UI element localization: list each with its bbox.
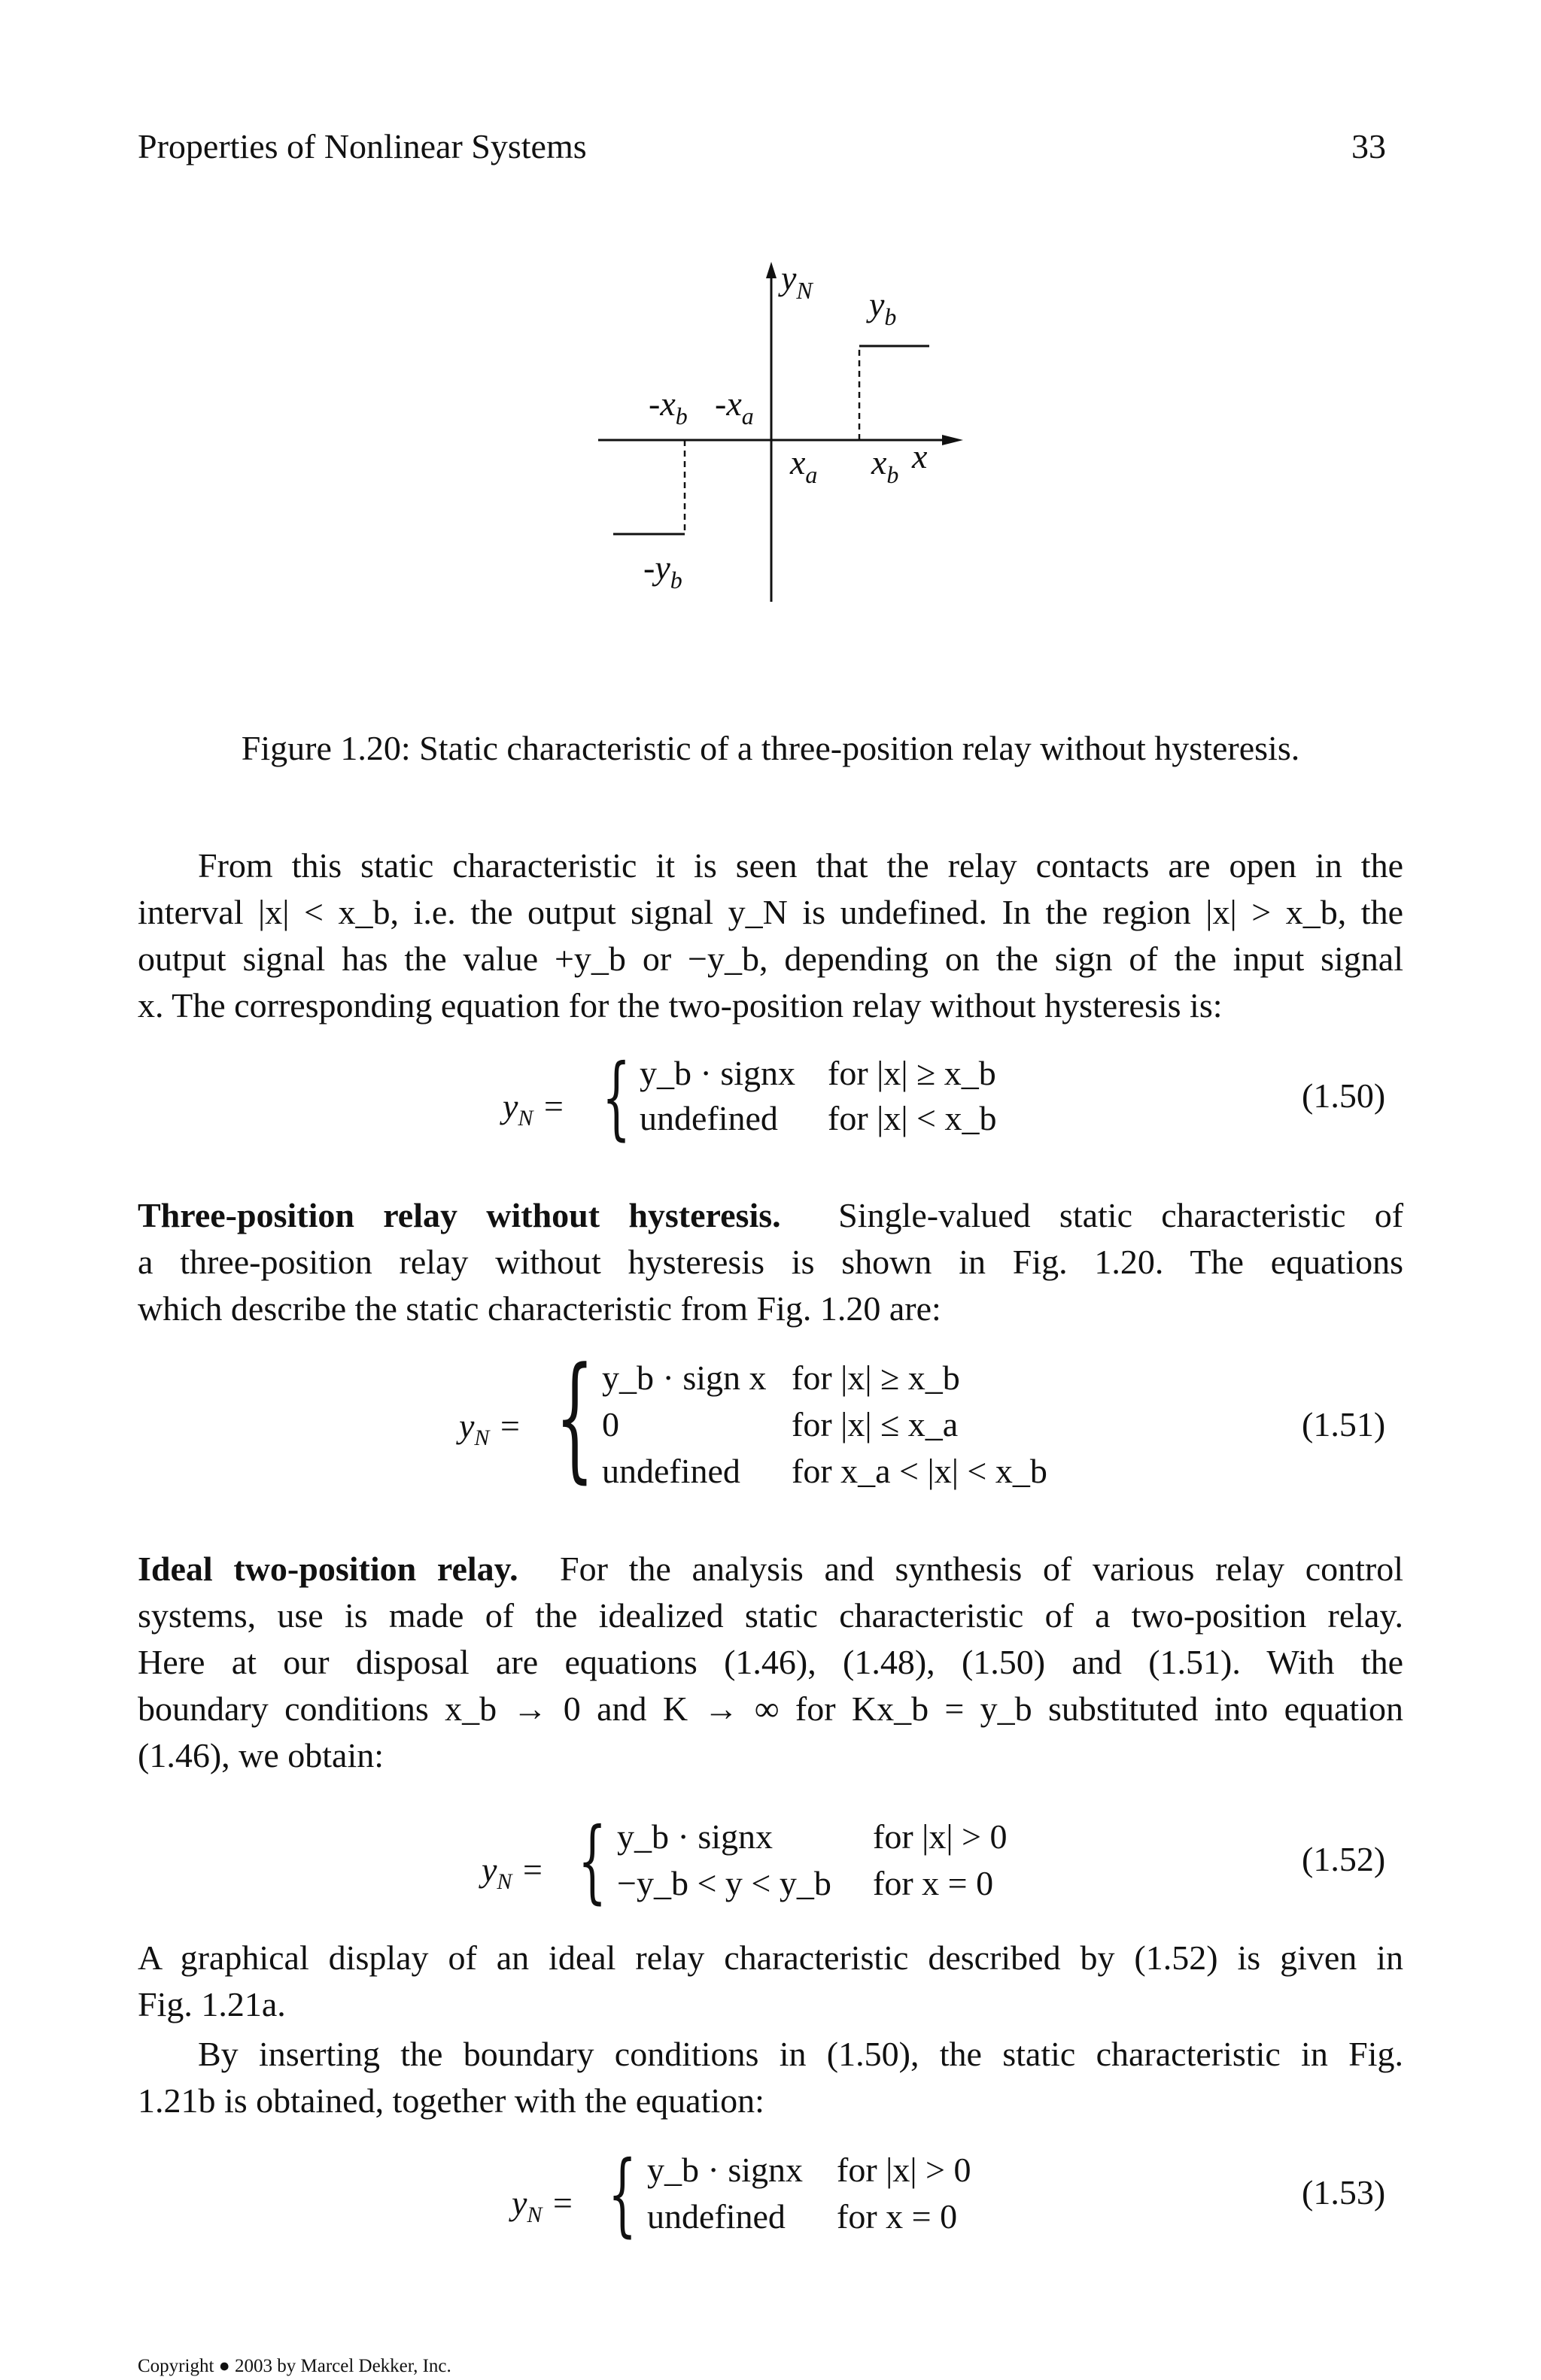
equation-number: (1.50) — [1302, 1076, 1386, 1115]
paragraph-static-characteristic — [138, 842, 1403, 1029]
text-span: For the analysis and synthesis of various relay control — [560, 1550, 1404, 1588]
case-expression: 0 — [602, 1405, 619, 1443]
equation-lhs: $y_N$ = — [503, 1087, 565, 1131]
paragraph-three-position-relay — [138, 1192, 1403, 1332]
x-axis-arrow — [942, 435, 963, 445]
text-line: boundary conditions x_b → 0 and K → ∞ for Kx_b = y_b substituted into equation — [138, 1689, 1403, 1728]
text-line: a three-position relay without hysteresis is shown in Fig. 1.20. The equations — [138, 1243, 1403, 1281]
neg-xa-label: $-x_a$ — [715, 384, 754, 430]
equation-1-51 — [0, 1339, 1541, 1508]
case-condition: for x = 0 — [837, 2197, 958, 2236]
xb-label: $x_b$ — [871, 443, 899, 488]
text-line: From this static characteristic it is seen that the relay contacts are open in the — [198, 846, 1403, 885]
equation-number: (1.52) — [1302, 1840, 1386, 1878]
equation-lhs: $y_N$ = — [459, 1407, 521, 1451]
case-expression: undefined — [640, 1099, 778, 1137]
case-condition: for |x| > 0 — [873, 1817, 1008, 1856]
case-condition: for |x| ≥ x_b — [828, 1054, 996, 1092]
text-line — [138, 1546, 1403, 1592]
text-line: output signal has the value +y_b or −y_b, depending on the sign of the input signal — [138, 940, 1403, 978]
case-expression: undefined — [602, 1452, 740, 1490]
left-brace: { — [608, 2142, 637, 2247]
text-line: which describe the static characteristic from Fig. 1.20 are: — [138, 1289, 941, 1328]
case-condition: for x_a < |x| < x_b — [792, 1452, 1047, 1490]
paragraph-heading: Ideal two-position relay. — [138, 1550, 518, 1588]
text-line: Here at our disposal are equations (1.46), (1.48), (1.50) and (1.51). With the — [138, 1643, 1403, 1681]
equation-lhs: $y_N$ = — [482, 1850, 544, 1895]
text-span: Single-valued static characteristic of — [838, 1196, 1404, 1234]
case-condition: for |x| < x_b — [828, 1099, 997, 1137]
text-line: A graphical display of an ideal relay characteristic described by (1.52) is given in — [138, 1938, 1403, 1977]
case-expression: y_b · signx — [640, 1054, 795, 1092]
case-expression: undefined — [647, 2197, 786, 2236]
xa-label: $x_a$ — [790, 443, 818, 488]
running-header: Properties of Nonlinear Systems — [138, 127, 587, 165]
equation-number: (1.51) — [1302, 1405, 1386, 1443]
figure-caption: Figure 1.20: Static characteristic of a three-position relay without hysteresis. — [241, 729, 1300, 767]
text-line — [138, 1192, 1403, 1239]
case-condition: for x = 0 — [873, 1864, 994, 1902]
yn-axis-label: $y_N$ — [781, 259, 813, 304]
paragraph-graphical-display — [138, 1935, 1403, 2028]
case-expression: y_b · sign x — [602, 1358, 767, 1397]
page-number: 33 — [1351, 127, 1386, 165]
figure-three-position-relay — [587, 256, 978, 609]
left-brace: { — [555, 1339, 594, 1496]
case-expression: y_b · signx — [647, 2151, 803, 2189]
copyright-footer: Copyright ● 2003 by Marcel Dekker, Inc. — [138, 2356, 451, 2376]
case-expression: −y_b < y < y_b — [617, 1864, 831, 1902]
paragraph-ideal-relay — [138, 1546, 1403, 1779]
text-line: 1.21b is obtained, together with the equation: — [138, 2081, 764, 2120]
yb-label: $y_b$ — [869, 285, 897, 330]
paragraph-heading: Three-position relay without hysteresis. — [138, 1196, 781, 1234]
left-brace: { — [578, 1809, 607, 1914]
neg-yb-label: $-y_b$ — [643, 548, 682, 593]
text-line: Fig. 1.21a. — [138, 1985, 286, 2023]
text-line: (1.46), we obtain: — [138, 1736, 384, 1774]
case-condition: for |x| ≤ x_a — [792, 1405, 959, 1443]
text-line: systems, use is made of the idealized static characteristic of a two-position relay. — [138, 1596, 1403, 1635]
equation-number: (1.53) — [1302, 2173, 1386, 2212]
text-line: x. The corresponding equation for the two-position relay without hysteresis is: — [138, 986, 1223, 1025]
case-condition: for |x| > 0 — [837, 2151, 971, 2189]
equation-lhs: $y_N$ = — [512, 2184, 574, 2228]
equation-1-53 — [0, 2142, 1541, 2255]
case-expression: y_b · signx — [617, 1817, 773, 1856]
equation-1-50 — [0, 1046, 1541, 1158]
case-condition: for |x| ≥ x_b — [792, 1358, 960, 1397]
text-line: By inserting the boundary conditions in (1.50), the static characteristic in Fig. — [198, 2035, 1403, 2073]
y-axis-arrow — [766, 262, 777, 278]
neg-xb-label: $-x_b$ — [649, 384, 688, 430]
text-line: interval |x| < x_b, i.e. the output signal y_N is undefined. In the region |x| > x_b, the — [138, 893, 1403, 931]
left-brace: { — [602, 1046, 631, 1150]
paragraph-boundary-conditions — [138, 2031, 1403, 2124]
x-axis-label: x — [912, 437, 928, 475]
equation-1-52 — [0, 1809, 1541, 1922]
